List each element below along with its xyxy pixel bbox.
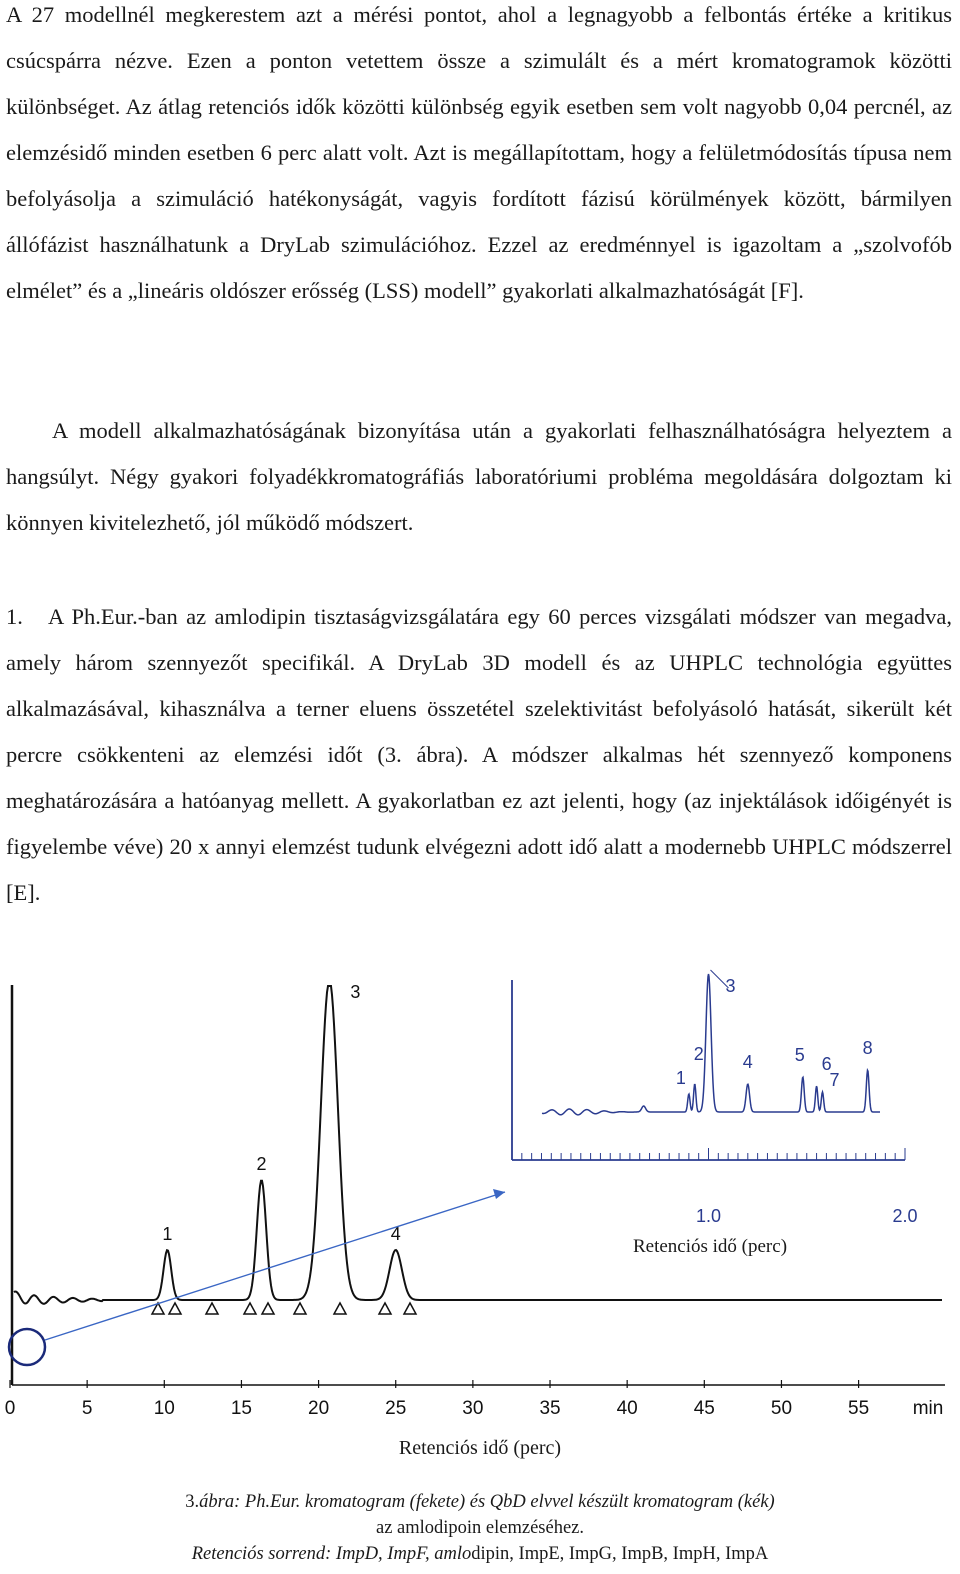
inset-peak-label: 3 <box>725 976 736 996</box>
main-tick-label: 10 <box>153 1398 175 1419</box>
main-tick-label: 35 <box>539 1398 561 1419</box>
paragraph-3: 1. A Ph.Eur.-ban az amlodipin tisztaságvizsgálatára egy 60 perces vizsgálati módszer van megadva, amely három szennyezőt specifikál. A DryLab 3D modell és az UHPLC technológia együttes alkalmazásával, kihasználva a terner eluens összetétel szelektivitást befolyásoló hatását, sikerült két percre csökkenteni az elemzési időt (3. ábra). A módszer alkalmas hét szennyező komponens meghatározására a hatóanyag mellett. A gyakorlatban ez azt jelenti, hogy (az injektálások időigényét is figyelembe véve) 20 x annyi elemzést tudunk elvégezni adott idő alatt a modernebb UHPLC módszerrel [E]. <box>6 604 952 905</box>
inset-trace <box>542 974 880 1115</box>
integration-marker <box>294 1303 306 1314</box>
inset-peak-label: 5 <box>794 1045 805 1065</box>
main-tick-label: 40 <box>616 1398 638 1419</box>
inset-peak-label: 1 <box>675 1068 686 1088</box>
main-tick-label: 50 <box>770 1398 793 1419</box>
inset-peak-label: 4 <box>742 1052 753 1072</box>
caption-line-1 <box>0 1489 960 1515</box>
zoom-connector <box>45 1192 505 1340</box>
main-tick-label: 5 <box>81 1398 93 1419</box>
main-peak-label: 4 <box>390 1224 401 1244</box>
zoom-circle <box>9 1329 45 1365</box>
main-tick-label: 45 <box>693 1398 715 1419</box>
inset-peak-label: 2 <box>693 1044 704 1064</box>
inset-peak-label: 7 <box>829 1070 840 1090</box>
caption-line-3 <box>0 1541 960 1567</box>
chromatogram-figure <box>0 960 960 1420</box>
inset-peak-label: 8 <box>862 1038 873 1058</box>
integration-marker <box>262 1303 274 1314</box>
integration-marker <box>206 1303 218 1314</box>
zoom-connector-arrowhead <box>493 1189 505 1199</box>
main-tick-label: 25 <box>385 1398 407 1419</box>
paragraph-1: A 27 modellnél megkerestem azt a mérési pontot, ahol a legnagyobb a felbontás értéke a kritikus csúcspárra nézve. Ezen a ponton vetettem össze a szimulált és a mért kromatogramok közötti különbséget. Az átlag retenciós idők közötti különbség egyik esetben sem volt nagyobb 0,04 percnél, az elemzésidő minden esetben 6 perc alatt volt. Azt is megállapítottam, hogy a felületmódosítás típusa nem befolyásolja a szimuláció hatékonyságát, vagyis fordított fázisú körülmények között, bármilyen állófázist használhatunk a DryLab szimulációhoz. Ezzel az eredménnyel is igazoltam a „szolvofób elmélet” és a „lineáris oldószer erősség (LSS) modell” gyakorlati alkalmazhatóságát [F]. <box>6 2 952 303</box>
figure-caption <box>0 1489 960 1567</box>
main-peak-label: 3 <box>350 982 361 1002</box>
main-unit-label: min <box>912 1398 944 1419</box>
chromatogram-svg <box>0 960 960 1420</box>
integration-marker <box>169 1303 181 1314</box>
integration-marker <box>379 1303 391 1314</box>
x-axis-label-inset: Retenciós idő (perc) <box>632 1236 788 1257</box>
x-axis-label-main: Retenciós idő (perc) <box>398 1437 562 1459</box>
caption-order-rest: dipin, ImpE, ImpG, ImpB, ImpH, ImpA <box>471 1544 769 1564</box>
integration-marker <box>334 1303 346 1314</box>
inset-tick-label: 1.0 <box>695 1206 722 1226</box>
caption-line-2: az amlodipoin elemzéséhez. <box>375 1518 585 1538</box>
main-tick-label: 0 <box>4 1398 16 1419</box>
main-tick-label: 30 <box>462 1398 484 1419</box>
integration-marker <box>404 1303 416 1314</box>
integration-marker <box>244 1303 256 1314</box>
caption-title: ábra: Ph.Eur. kromatogram (fekete) és QbD elvvel készült kromatogram (kék) <box>199 1492 775 1512</box>
paragraph-2: A modell alkalmazhatóságának bizonyítása után a gyakorlati felhasználhatóságra helyeztem a hangsúlyt. Négy gyakori folyadékkromatográfiás laboratóriumi probléma megoldására dolgoztam ki könnyen kivitelezhető, jól működő módszert. <box>6 418 952 535</box>
main-tick-label: 20 <box>308 1398 330 1419</box>
main-tick-label: 55 <box>848 1398 870 1419</box>
inset-tick-label: 2.0 <box>892 1206 918 1226</box>
main-peak-label: 1 <box>162 1224 173 1244</box>
inset-peak-label: 6 <box>821 1054 832 1074</box>
main-peak-label: 2 <box>256 1154 267 1174</box>
caption-number: 3. <box>185 1492 200 1512</box>
main-tick-label: 15 <box>230 1398 253 1419</box>
caption-order-italic: Retenciós sorrend: ImpD, ImpF, amlo <box>191 1544 472 1564</box>
